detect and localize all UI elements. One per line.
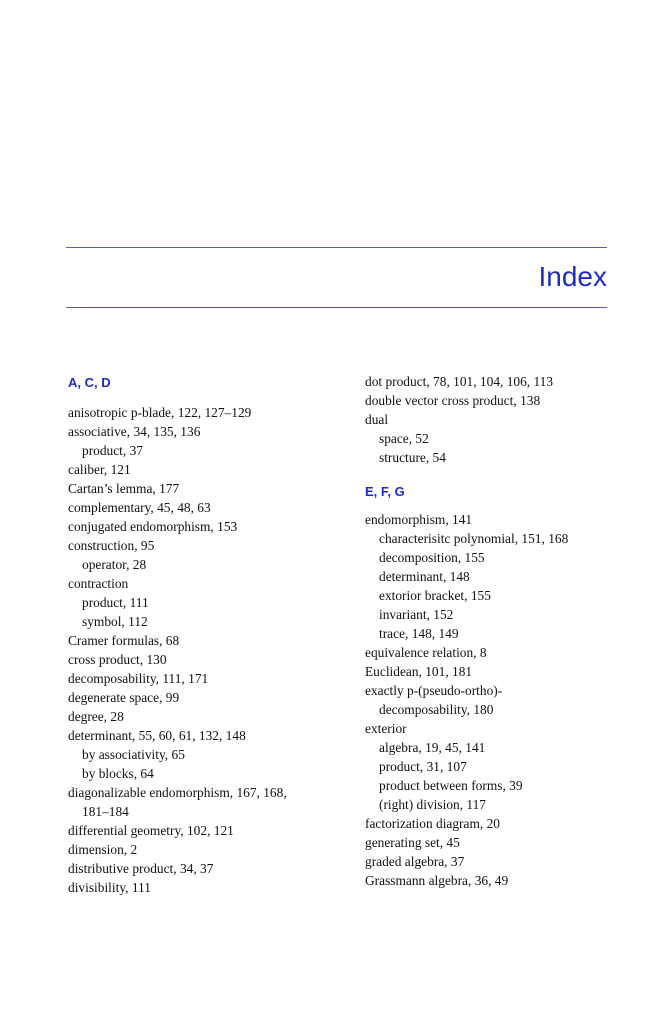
index-entry: degree, 28 (68, 709, 124, 724)
index-entry: conjugated endomorphism, 153 (68, 519, 238, 534)
index-subentry: by associativity, 65 (82, 747, 185, 762)
index-subentry: extorior bracket, 155 (379, 588, 491, 603)
index-subentry: structure, 54 (379, 450, 446, 465)
index-entry: exterior (365, 721, 407, 736)
index-entry: contraction (68, 576, 129, 591)
index-entry: Cramer formulas, 68 (68, 633, 180, 648)
index-entry: Euclidean, 101, 181 (365, 664, 473, 679)
index-entry: Cartan’s lemma, 177 (68, 481, 180, 496)
index-subentry: product, 37 (82, 443, 143, 458)
index-subentry: trace, 148, 149 (379, 626, 459, 641)
index-subentry: (right) division, 117 (379, 797, 486, 812)
index-entry: differential geometry, 102, 121 (68, 823, 234, 838)
index-entry: distributive product, 34, 37 (68, 861, 214, 876)
index-subentry: invariant, 152 (379, 607, 454, 622)
index-subentry: product, 111 (82, 595, 149, 610)
index-subentry: space, 52 (379, 431, 429, 446)
index-entry: dot product, 78, 101, 104, 106, 113 (365, 374, 554, 389)
index-entry: diagonalizable endomorphism, 167, 168, (68, 785, 287, 800)
index-subentry: product between forms, 39 (379, 778, 523, 793)
title-rule-bottom (66, 307, 607, 308)
index-subentry: algebra, 19, 45, 141 (379, 740, 486, 755)
index-entry: graded algebra, 37 (365, 854, 465, 869)
index-column-right (365, 372, 625, 890)
index-column-left (68, 372, 338, 897)
index-entry: exactly p-(pseudo-ortho)- (365, 683, 503, 698)
section-heading-e-f-g: E, F, G (365, 484, 405, 499)
index-entry: determinant, 55, 60, 61, 132, 148 (68, 728, 246, 743)
title-rule-top (66, 247, 607, 248)
index-entry: construction, 95 (68, 538, 155, 553)
index-entry: anisotropic p-blade, 122, 127–129 (68, 405, 252, 420)
page-title: Index (538, 261, 607, 292)
index-entry: cross product, 130 (68, 652, 167, 667)
index-entry: endomorphism, 141 (365, 512, 473, 527)
index-subentry: product, 31, 107 (379, 759, 467, 774)
index-entry: divisibility, 111 (68, 880, 151, 895)
section-heading-a-c-d: A, C, D (68, 375, 111, 390)
index-entry: equivalence relation, 8 (365, 645, 487, 660)
index-entry: dual (365, 412, 389, 427)
index-entry: degenerate space, 99 (68, 690, 180, 705)
index-subentry: symbol, 112 (82, 614, 148, 629)
index-entry: dimension, 2 (68, 842, 138, 857)
index-entry: generating set, 45 (365, 835, 460, 850)
index-entry-continuation: decomposability, 180 (379, 702, 494, 717)
index-entry: Grassmann algebra, 36, 49 (365, 873, 509, 888)
index-subentry: characterisitc polynomial, 151, 168 (379, 531, 569, 546)
index-entry: double vector cross product, 138 (365, 393, 541, 408)
index-entry: associative, 34, 135, 136 (68, 424, 201, 439)
index-entry: factorization diagram, 20 (365, 816, 500, 831)
index-entry: caliber, 121 (68, 462, 131, 477)
index-subentry: determinant, 148 (379, 569, 470, 584)
index-entry-continuation: 181–184 (82, 804, 129, 819)
index-entry: decomposability, 111, 171 (68, 671, 209, 686)
index-subentry: by blocks, 64 (82, 766, 154, 781)
index-entry: complementary, 45, 48, 63 (68, 500, 211, 515)
index-subentry: decomposition, 155 (379, 550, 485, 565)
index-subentry: operator, 28 (82, 557, 147, 572)
